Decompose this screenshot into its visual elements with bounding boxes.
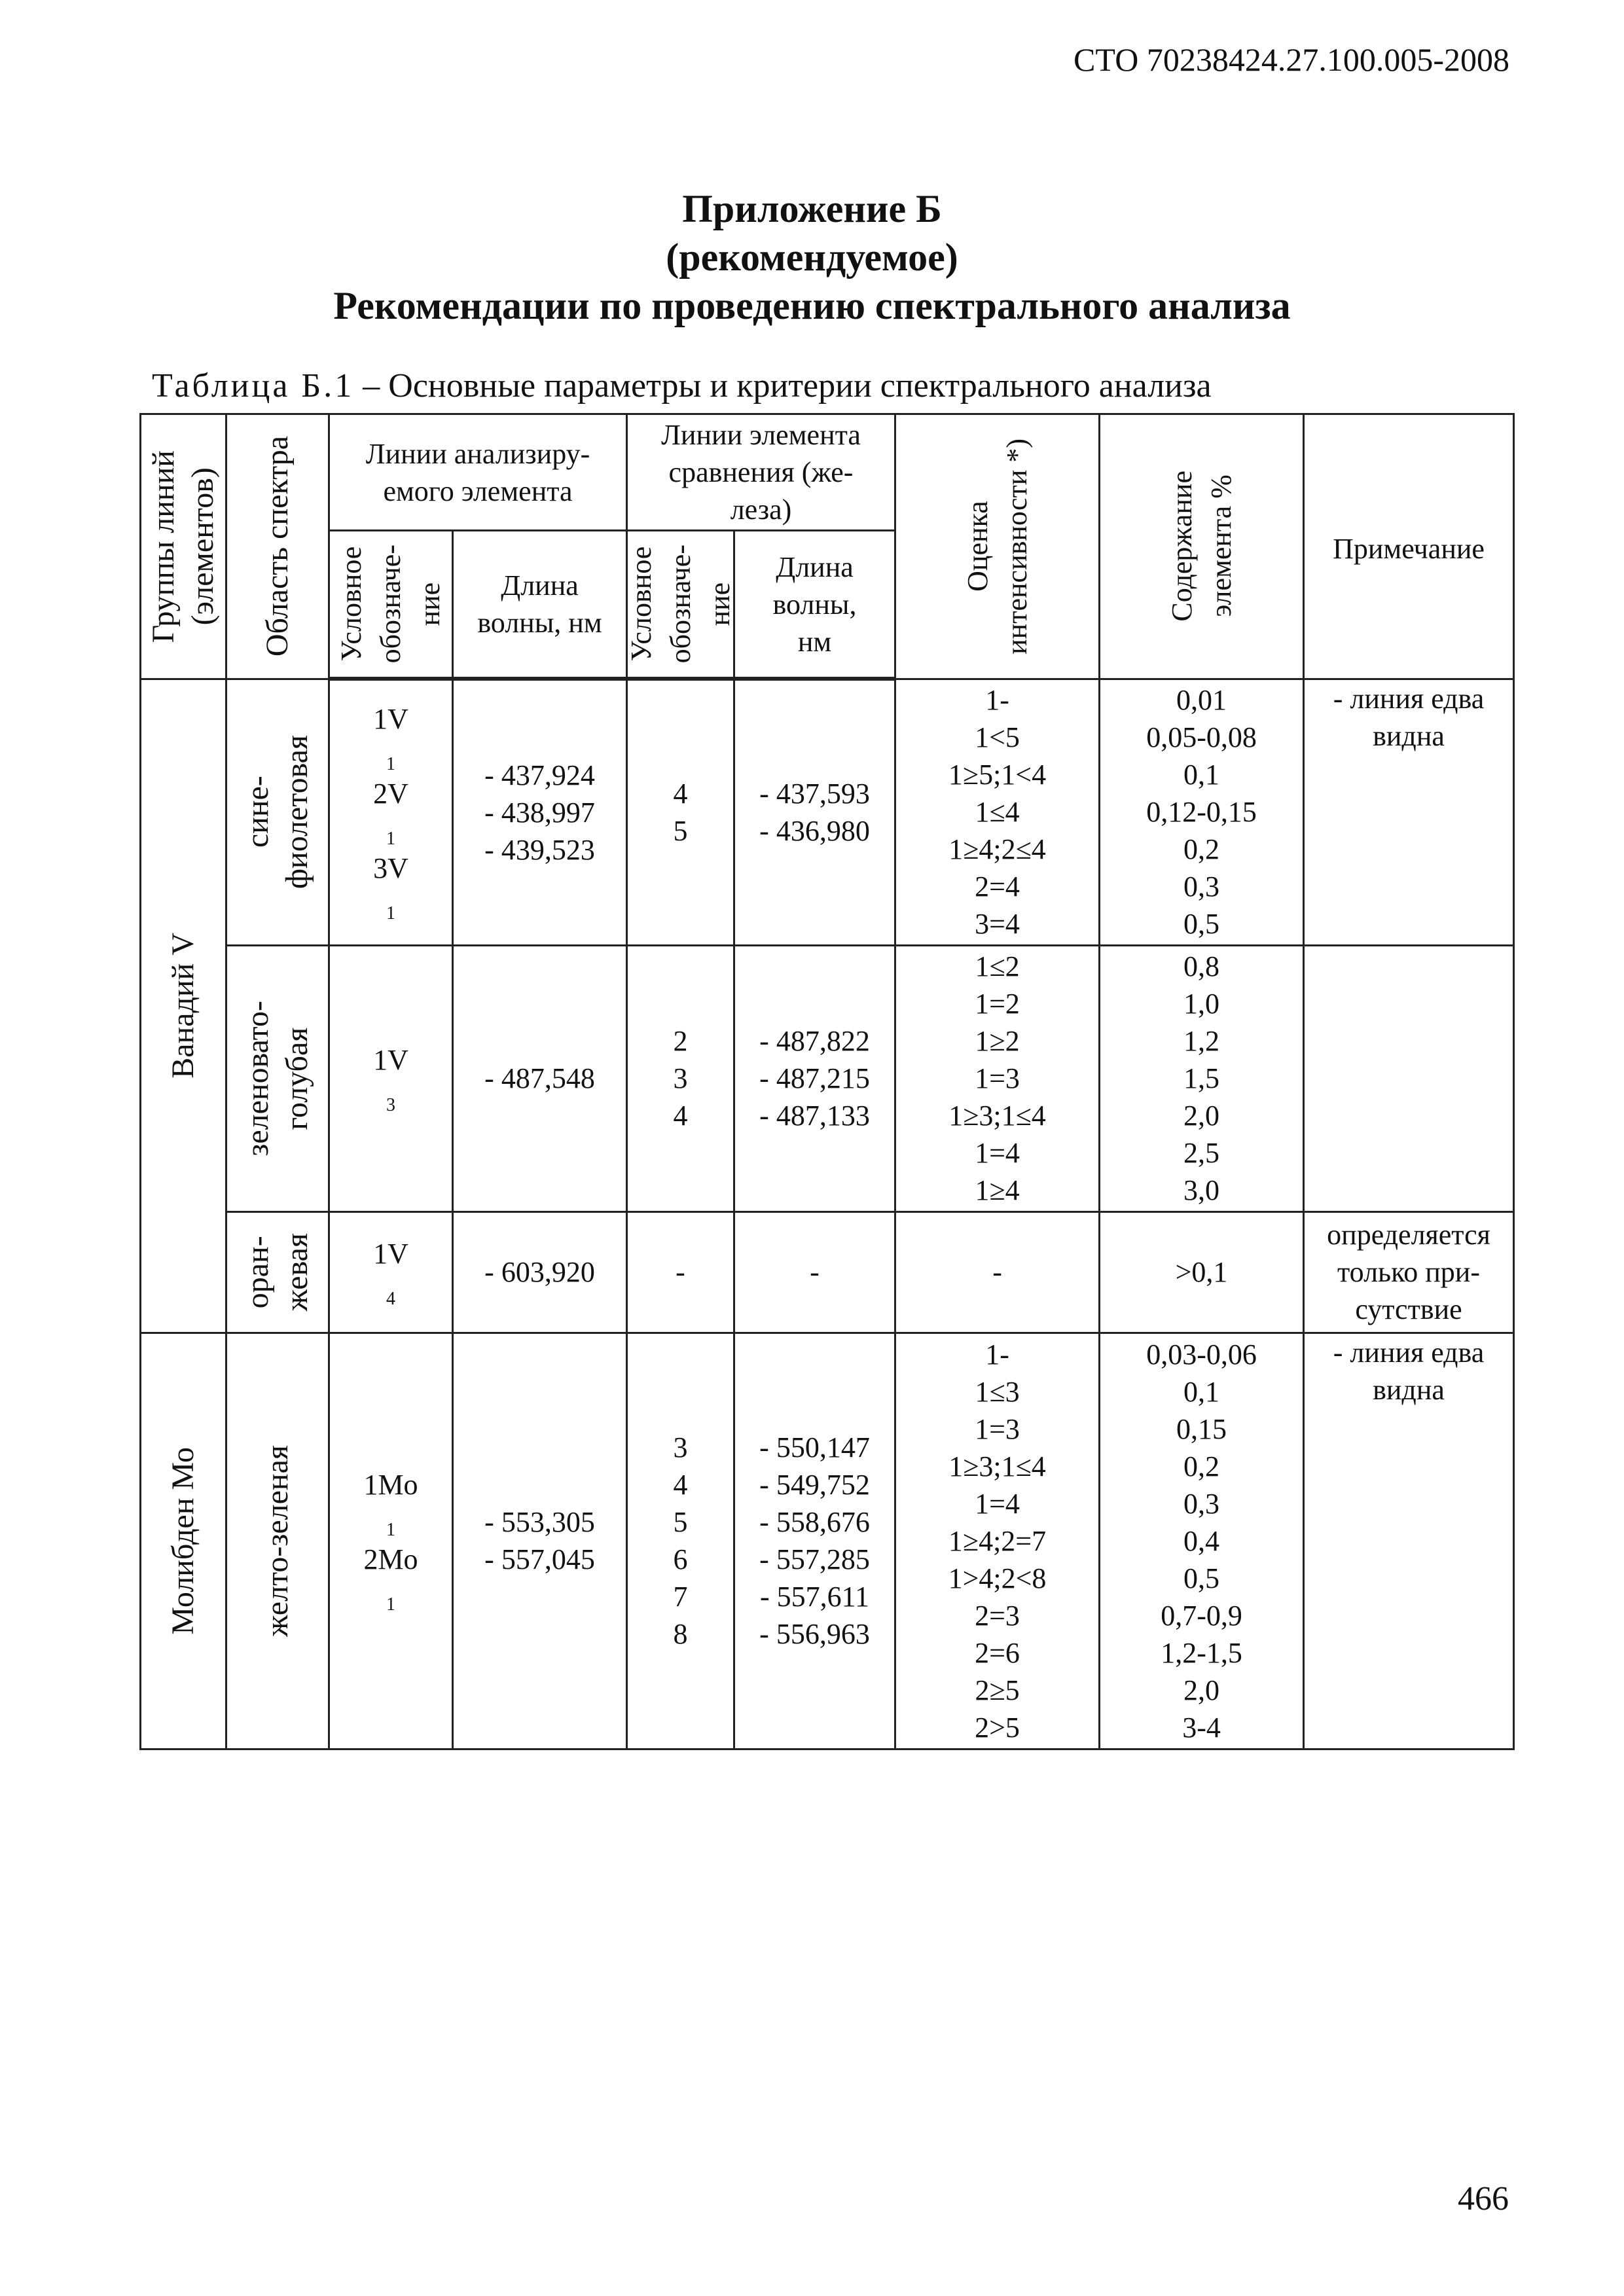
designations-blue-violet: 1V $_1$ 2V $_1$ 3V $_1$ (329, 679, 453, 945)
header-analyzed-lines: Линии анализиру- емого элемента (329, 414, 627, 531)
group-molybdenum: Молибден Мо (141, 1333, 226, 1749)
header-designation-analyzed: Условное обозначе- ние (329, 531, 453, 679)
fe-wavelengths-blue-violet: - 437,593 - 436,980 (734, 679, 895, 945)
wavelengths-molybdenum: - 553,305 - 557,045 (453, 1333, 627, 1749)
appendix-titles (0, 185, 1624, 330)
header-wavelength-iron: Длина волны, нм (734, 531, 895, 679)
note-blue-violet: - линия едва видна (1304, 679, 1514, 945)
fe-designations-green-blue: 2 3 4 (627, 945, 734, 1211)
header-intensity-text: Оценка интенсивности *) (961, 438, 1033, 655)
header-region (226, 414, 329, 679)
page-number: 466 (1458, 2180, 1509, 2217)
content-green-blue: 0,8 1,0 1,2 1,5 2,0 2,5 3,0 (1100, 945, 1304, 1211)
note-green-blue (1304, 945, 1514, 1211)
appendix-heading: Рекомендации по проведению спектрального анализа (333, 284, 1291, 327)
wavelengths-green-blue: - 487,548 (453, 945, 627, 1211)
table-caption-text: Основные параметры и критерии спектрального анализа (388, 367, 1212, 404)
content-orange: >0,1 (1100, 1211, 1304, 1333)
content-molybdenum: 0,03-0,06 0,1 0,15 0,2 0,3 0,4 0,5 0,7-0,9 1,2-1,5 2,0 3-4 (1100, 1333, 1304, 1749)
intensity-molybdenum: 1- 1≤3 1=3 1≥3;1≤4 1=4 1≥4;2=7 1>4;2<8 2=3 2=6 2≥5 2>5 (895, 1333, 1100, 1749)
header-groups (141, 414, 226, 679)
table-row (141, 1333, 1514, 1749)
header-region-text: Область спектра (260, 436, 295, 657)
spectral-analysis-table (139, 413, 1515, 1750)
header-comparison-lines: Линии элемента сравнения (же- леза) (627, 414, 895, 531)
content-blue-violet: 0,01 0,05-0,08 0,1 0,12-0,15 0,2 0,3 0,5 (1100, 679, 1304, 945)
table-caption (152, 367, 1212, 405)
appendix-title: Приложение Б (682, 187, 942, 230)
wavelengths-orange: - 603,920 (453, 1211, 627, 1333)
designations-green-blue: 1V $_3$ (329, 945, 453, 1211)
table-caption-label: Таблица Б.1 (152, 367, 355, 404)
region-orange: оран- жевая (226, 1211, 329, 1333)
intensity-blue-violet: 1- 1<5 1≥5;1<4 1≤4 1≥4;2≤4 2=4 3=4 (895, 679, 1100, 945)
header-groups-text: Группы линий (элементов) (146, 450, 220, 643)
header-designation-iron: Условное обозначе- ние (627, 531, 734, 679)
fe-designations-orange: - (627, 1211, 734, 1333)
appendix-status: (рекомендуемое) (666, 236, 958, 279)
fe-wavelengths-green-blue: - 487,822 - 487,215 - 487,133 (734, 945, 895, 1211)
region-yellow-green: желто-зеленая (226, 1333, 329, 1749)
fe-wavelengths-molybdenum: - 550,147 - 549,752 - 558,676 - 557,285 - 557,611 - 556,963 (734, 1333, 895, 1749)
header-wavelength-analyzed: Длина волны, нм (453, 531, 627, 679)
region-blue-violet: сине- фиолетовая (226, 679, 329, 945)
table-caption-dash: – (363, 367, 380, 404)
header-intensity (895, 414, 1100, 679)
header-content (1100, 414, 1304, 679)
table-row (141, 679, 1514, 945)
designations-molybdenum: 1Mo $_1$ 2Mo $_1$ (329, 1333, 453, 1749)
table-row (141, 945, 1514, 1211)
fe-designations-blue-violet: 4 5 (627, 679, 734, 945)
designations-orange: 1V $_4$ (329, 1211, 453, 1333)
group-vanadium: Ванадий V (141, 679, 226, 1333)
fe-designations-molybdenum: 3 4 5 6 7 8 (627, 1333, 734, 1749)
document-code: СТО 70238424.27.100.005-2008 (1074, 41, 1509, 78)
intensity-orange: - (895, 1211, 1100, 1333)
fe-wavelengths-orange: - (734, 1211, 895, 1333)
header-note: Примечание (1304, 414, 1514, 679)
wavelengths-blue-violet: - 437,924 - 438,997 - 439,523 (453, 679, 627, 945)
header-content-text: Содержание элемента % (1165, 471, 1237, 622)
table-row (141, 1211, 1514, 1333)
note-molybdenum: - линия едва видна (1304, 1333, 1514, 1749)
region-green-blue: зеленовато- голубая (226, 945, 329, 1211)
note-orange: определяется только при- сутствие (1304, 1211, 1514, 1333)
intensity-green-blue: 1≤2 1=2 1≥2 1=3 1≥3;1≤4 1=4 1≥4 (895, 945, 1100, 1211)
